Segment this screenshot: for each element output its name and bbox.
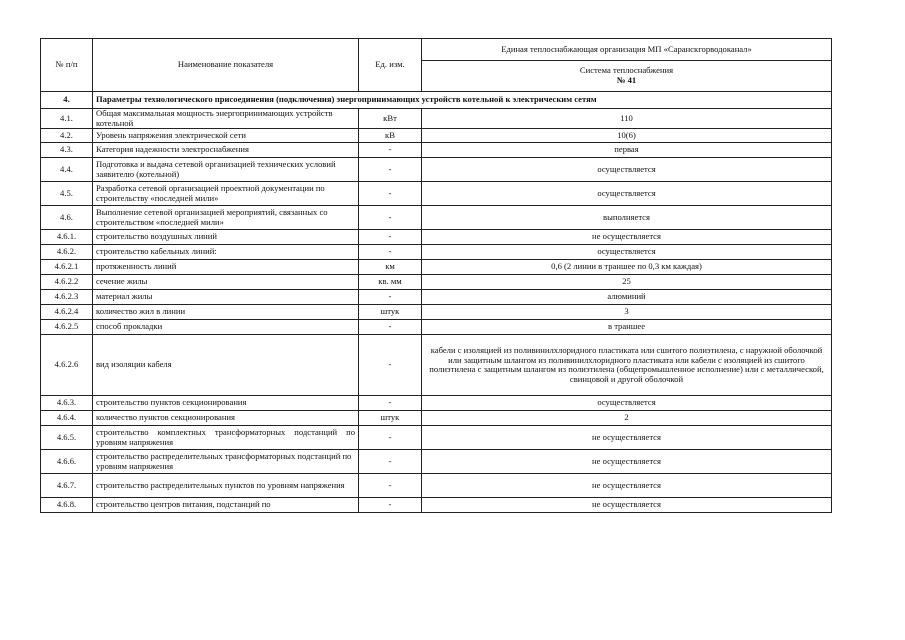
row-number: 4.6.8. bbox=[41, 498, 93, 513]
row-value: 3 bbox=[422, 305, 832, 320]
row-number: 4.3. bbox=[41, 143, 93, 158]
row-name: строительство кабельных линий: bbox=[93, 245, 359, 260]
row-number: 4.6.2. bbox=[41, 245, 93, 260]
row-name: количество жил в линии bbox=[93, 305, 359, 320]
table-row bbox=[41, 305, 832, 320]
row-unit: - bbox=[359, 230, 422, 245]
row-unit: - bbox=[359, 206, 422, 230]
table-row bbox=[41, 230, 832, 245]
row-name: вид изоляции кабеля bbox=[93, 335, 359, 396]
section-num: 4. bbox=[41, 92, 93, 109]
table-row bbox=[41, 158, 832, 182]
row-unit: - bbox=[359, 245, 422, 260]
row-value: не осуществляется bbox=[422, 498, 832, 513]
table-row bbox=[41, 275, 832, 290]
row-unit: км bbox=[359, 260, 422, 275]
row-number: 4.6.2.4 bbox=[41, 305, 93, 320]
row-number: 4.6.3. bbox=[41, 396, 93, 411]
row-value: выполняется bbox=[422, 206, 832, 230]
row-number: 4.6.1. bbox=[41, 230, 93, 245]
table-row bbox=[41, 109, 832, 129]
row-value: осуществляется bbox=[422, 245, 832, 260]
parameters-table bbox=[40, 38, 832, 513]
row-name: Общая максимальная мощность энергопринимающих устройств котельной bbox=[93, 109, 359, 129]
row-unit: - bbox=[359, 182, 422, 206]
header-org: Единая теплоснабжающая организация МП «Саранскгорводоканал» bbox=[422, 39, 832, 61]
table-row bbox=[41, 182, 832, 206]
row-number: 4.6.2.1 bbox=[41, 260, 93, 275]
row-unit: - bbox=[359, 158, 422, 182]
row-unit: - bbox=[359, 396, 422, 411]
row-number: 4.6.5. bbox=[41, 426, 93, 450]
row-name: строительство комплектных трансформаторных подстанций по уровням напряжения bbox=[93, 426, 359, 450]
row-value: осуществляется bbox=[422, 158, 832, 182]
row-unit: - bbox=[359, 450, 422, 474]
row-value: не осуществляется bbox=[422, 474, 832, 498]
row-unit: штук bbox=[359, 305, 422, 320]
section-row bbox=[41, 92, 832, 109]
row-name: сечение жилы bbox=[93, 275, 359, 290]
row-unit: - bbox=[359, 320, 422, 335]
row-number: 4.1. bbox=[41, 109, 93, 129]
row-unit: - bbox=[359, 335, 422, 396]
row-value: алюминий bbox=[422, 290, 832, 305]
table-row bbox=[41, 450, 832, 474]
row-value: 25 bbox=[422, 275, 832, 290]
table-row bbox=[41, 335, 832, 396]
table-row bbox=[41, 206, 832, 230]
row-number: 4.6.4. bbox=[41, 411, 93, 426]
row-name: способ прокладки bbox=[93, 320, 359, 335]
row-value: кабели с изоляцией из поливинилхлоридного пластиката или сшитого полиэтилена, с наружной оболочкой или защитным шлангом из поливинилхлоридного пластиката или кабели с изоляцией из сшитого полиэтилена с защитным шлангом из полиэтилена (общепромышленное исполнение) или с металлической, свинцовой и другой оболочкой bbox=[422, 335, 832, 396]
row-value: не осуществляется bbox=[422, 450, 832, 474]
header-system bbox=[422, 61, 832, 92]
table-row bbox=[41, 426, 832, 450]
row-name: Разработка сетевой организацией проектной документации по строительству «последней мили» bbox=[93, 182, 359, 206]
row-number: 4.6. bbox=[41, 206, 93, 230]
row-number: 4.6.7. bbox=[41, 474, 93, 498]
header-unit: Ед. изм. bbox=[359, 39, 422, 92]
section-title: Параметры технологического присоединения (подключения) энергопринимающих устройств котельной к электрическим сетям bbox=[93, 92, 832, 109]
system-label: Система теплоснабжения bbox=[579, 65, 674, 76]
row-value: 0,6 (2 линии в траншее по 0,3 км каждая) bbox=[422, 260, 832, 275]
header-num: № п/п bbox=[41, 39, 93, 92]
row-name: Уровень напряжения электрической сети bbox=[93, 129, 359, 143]
table-row bbox=[41, 411, 832, 426]
row-name: протяженность линий bbox=[93, 260, 359, 275]
row-name: строительство пунктов секционирования bbox=[93, 396, 359, 411]
row-number: 4.6.6. bbox=[41, 450, 93, 474]
table-row bbox=[41, 245, 832, 260]
row-number: 4.6.2.2 bbox=[41, 275, 93, 290]
row-unit: - bbox=[359, 426, 422, 450]
table-row bbox=[41, 129, 832, 143]
row-unit: кВ bbox=[359, 129, 422, 143]
row-unit: - bbox=[359, 474, 422, 498]
table-row bbox=[41, 396, 832, 411]
row-value: первая bbox=[422, 143, 832, 158]
row-value: осуществляется bbox=[422, 182, 832, 206]
table-row bbox=[41, 290, 832, 305]
row-number: 4.4. bbox=[41, 158, 93, 182]
row-number: 4.2. bbox=[41, 129, 93, 143]
row-number: 4.6.2.6 bbox=[41, 335, 93, 396]
row-unit: штук bbox=[359, 411, 422, 426]
row-name: Выполнение сетевой организацией мероприятий, связанных со строительством «последней мили» bbox=[93, 206, 359, 230]
table-row bbox=[41, 320, 832, 335]
row-value: 2 bbox=[422, 411, 832, 426]
row-value: не осуществляется bbox=[422, 426, 832, 450]
row-name: строительство распределительных трансформаторных подстанций по уровням напряжения bbox=[93, 450, 359, 474]
row-name: Категория надежности электроснабжения bbox=[93, 143, 359, 158]
table-row bbox=[41, 260, 832, 275]
row-name: количество пунктов секционирования bbox=[93, 411, 359, 426]
row-name: материал жилы bbox=[93, 290, 359, 305]
row-name: строительство распределительных пунктов по уровням напряжения bbox=[93, 474, 359, 498]
row-name: Подготовка и выдача сетевой организацией технических условий заявителю (котельной) bbox=[93, 158, 359, 182]
row-unit: - bbox=[359, 143, 422, 158]
row-number: 4.6.2.3 bbox=[41, 290, 93, 305]
row-number: 4.6.2.5 bbox=[41, 320, 93, 335]
row-name: строительство воздушных линий bbox=[93, 230, 359, 245]
table-row bbox=[41, 474, 832, 498]
row-unit: - bbox=[359, 498, 422, 513]
row-value: в траншее bbox=[422, 320, 832, 335]
row-unit: кВт bbox=[359, 109, 422, 129]
row-value: не осуществляется bbox=[422, 230, 832, 245]
table-row bbox=[41, 498, 832, 513]
row-name: строительство центров питания, подстанций по bbox=[93, 498, 359, 513]
row-unit: - bbox=[359, 290, 422, 305]
table-row bbox=[41, 143, 832, 158]
row-unit: кв. мм bbox=[359, 275, 422, 290]
row-number: 4.5. bbox=[41, 182, 93, 206]
row-value: осуществляется bbox=[422, 396, 832, 411]
row-value: 110 bbox=[422, 109, 832, 129]
header-row bbox=[41, 39, 832, 61]
row-value: 10(6) bbox=[422, 129, 832, 143]
header-name: Наименование показателя bbox=[93, 39, 359, 92]
system-number: № 41 bbox=[616, 75, 637, 85]
